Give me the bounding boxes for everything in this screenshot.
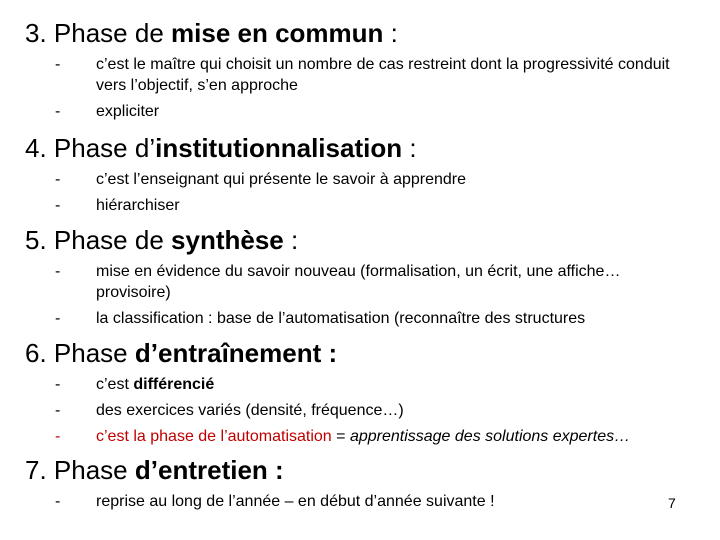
heading-prefix: Phase (53, 338, 128, 368)
list-item (25, 169, 705, 190)
list-item (25, 195, 705, 216)
item-emphasis: différencié (133, 376, 215, 393)
item-highlight: c’est la phase de l’automatisation (96, 428, 332, 445)
item-text (96, 374, 696, 395)
section-number: 5. (25, 225, 47, 255)
section-6 (25, 338, 705, 447)
heading-keyword: institutionnalisation (155, 133, 403, 163)
heading-suffix: : (383, 18, 398, 48)
heading-keyword: d’entretien : (134, 455, 284, 485)
bullet-dash: - (55, 310, 61, 327)
bullet-dash: - (55, 103, 61, 120)
bullet-dash: - (55, 56, 61, 73)
item-text: mise en évidence du savoir nouveau (formalisation, un écrit, une affiche… provisoire) (96, 263, 621, 301)
heading-suffix: : (402, 133, 417, 163)
heading-prefix: Phase de (53, 18, 164, 48)
section-number: 4. (25, 133, 47, 163)
list-item (25, 400, 705, 421)
section-4-heading (25, 133, 705, 163)
item-text: c’est l’enseignant qui présente le savoir à apprendre (96, 171, 467, 188)
item-text: c’est le maître qui choisit un nombre de cas restreint dont la progressivité conduit vers l’objectif, s’en approche (96, 56, 670, 94)
item-text (96, 426, 696, 447)
section-7 (25, 455, 705, 512)
list-item (25, 54, 705, 96)
section-7-heading (25, 455, 705, 485)
list-item (25, 308, 705, 329)
section-5 (25, 225, 705, 329)
section-6-heading (25, 338, 705, 368)
heading-prefix: Phase d’ (53, 133, 156, 163)
section-3-heading (25, 18, 705, 48)
item-text-prefix: c’est (96, 376, 134, 393)
heading-suffix: : (283, 225, 299, 255)
list-item (25, 374, 705, 395)
bullet-dash: - (55, 263, 61, 280)
heading-prefix: Phase (53, 455, 128, 485)
section-number: 3. (25, 18, 47, 48)
heading-prefix: Phase de (53, 225, 164, 255)
heading-keyword: mise en commun (171, 18, 384, 48)
section-4 (25, 133, 705, 216)
section-number: 7. (25, 455, 47, 485)
item-italic: apprentissage des solutions expertes… (349, 428, 631, 445)
item-text: expliciter (96, 103, 160, 120)
item-text: reprise au long de l’année – en début d’année suivante ! (96, 493, 495, 510)
heading-keyword: synthèse (171, 225, 284, 255)
item-text: des exercices variés (densité, fréquence…) (96, 402, 404, 419)
bullet-dash: - (55, 428, 61, 445)
heading-keyword: d’entraînement : (134, 338, 338, 368)
list-item (25, 426, 705, 447)
item-separator: = (331, 428, 350, 445)
list-item (25, 101, 705, 122)
bullet-dash: - (55, 197, 61, 214)
section-number: 6. (25, 338, 47, 368)
list-item (25, 261, 705, 303)
bullet-dash: - (55, 171, 61, 188)
page-number: 7 (668, 495, 676, 511)
list-item (25, 491, 705, 512)
item-text: hiérarchiser (96, 197, 180, 214)
bullet-dash: - (55, 402, 61, 419)
section-3 (25, 18, 705, 122)
item-text: la classification : base de l’automatisation (reconnaître des structures (96, 310, 586, 327)
bullet-dash: - (55, 493, 61, 510)
section-5-heading (25, 225, 705, 255)
bullet-dash: - (55, 376, 61, 393)
